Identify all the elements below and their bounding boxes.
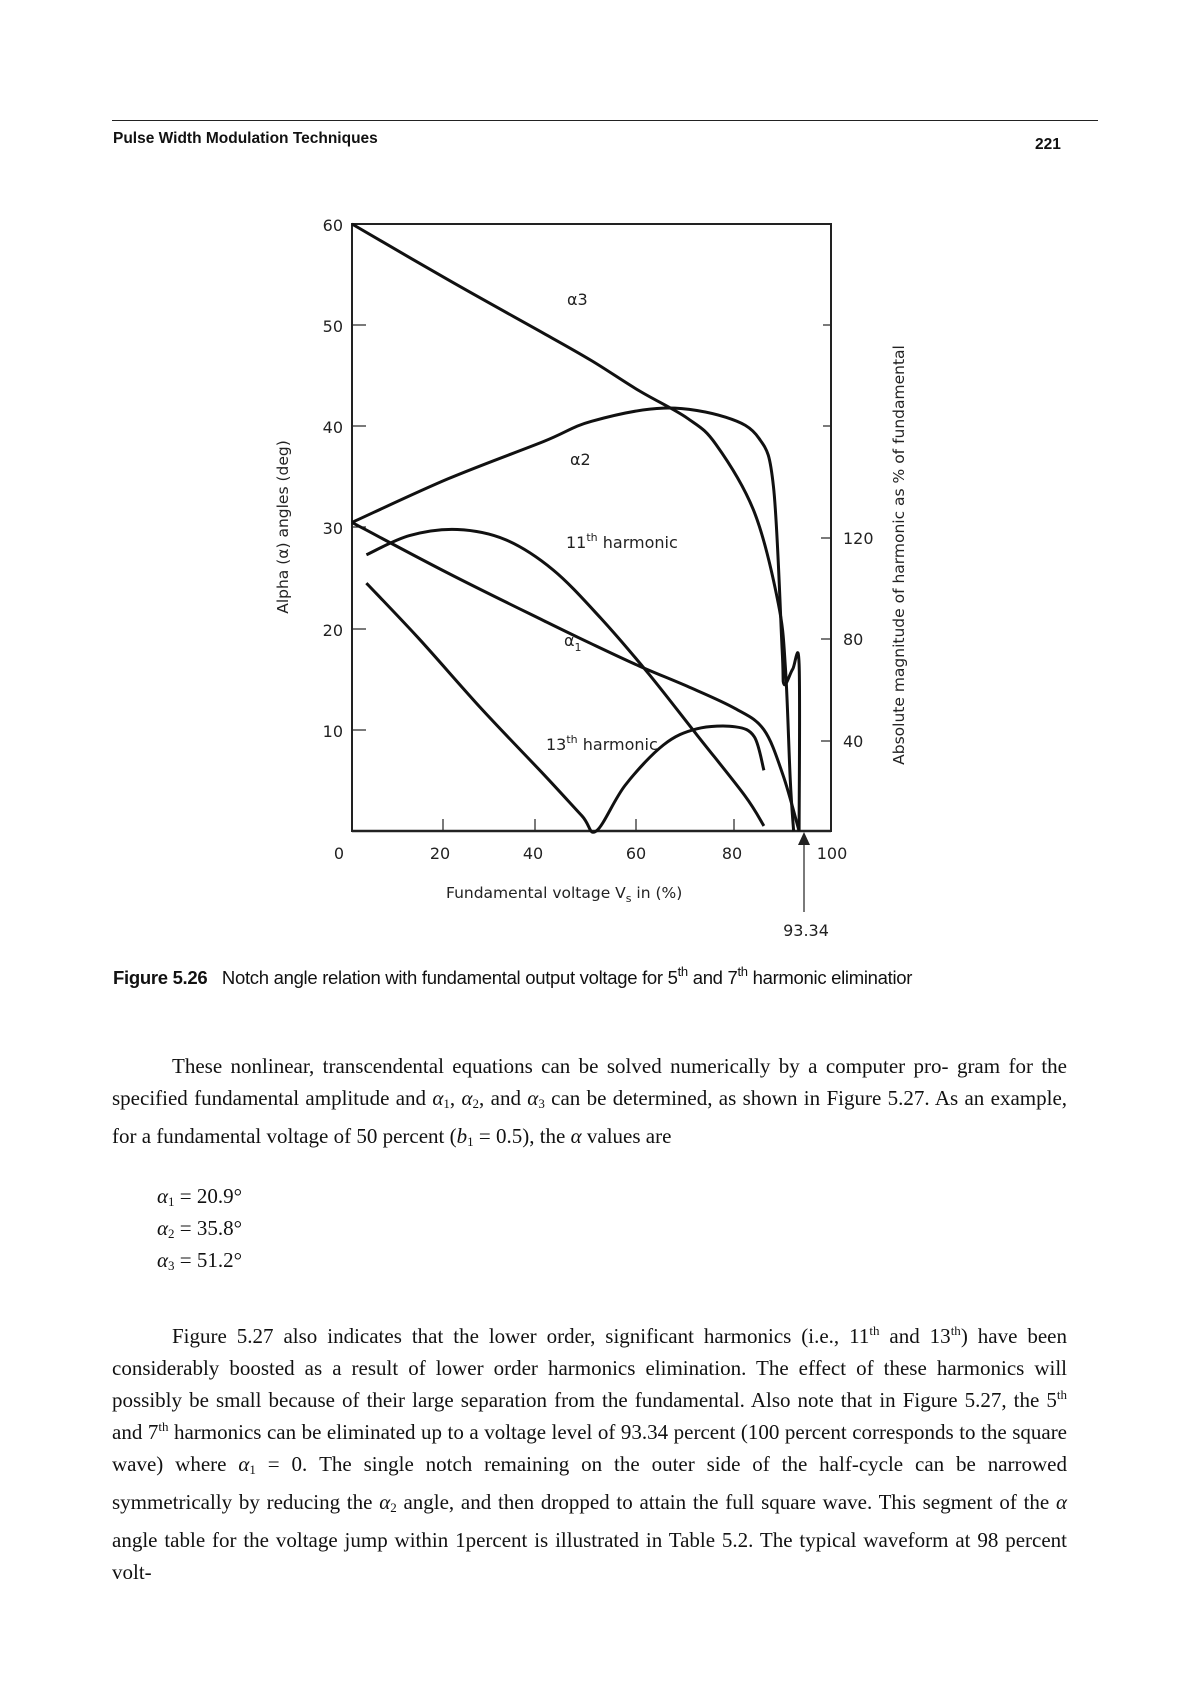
x-tick-label: 40: [522, 844, 544, 863]
y-tick-label: 20: [322, 621, 343, 640]
figure-caption: [113, 964, 1113, 989]
caption-label: Figure 5.26: [113, 967, 208, 988]
y2-axis-title: Absolute magnitude of harmonic as % of fundamental: [890, 345, 908, 765]
equation-alpha1: $\alpha_1 = 20.9^\circ$: [157, 1184, 243, 1209]
series-line-2: [352, 522, 799, 831]
label-alpha3: α3: [567, 290, 588, 309]
y-tick-label: 60: [322, 216, 343, 235]
marker-value-label: 93.34: [783, 921, 829, 940]
caption-text: Notch angle relation with fundamental output voltage for 5: [221, 967, 678, 988]
paragraph-2: Figure 5.27 also indicates that the lower order, significant harmonics (i.e., 11th and 13th) have been considerably boosted as a result of lower order harmonics elimination. The effect of these harmonics will possibly be small because of their large separation from the fundamental. Also note that in Figure 5.27, the 5th and 7th harmonics can be eliminated up to a voltage level of 93.34 percent (100 percent corresponds to the square wave) where $\alpha_1 = 0$. The single notch remaining on the outer side of the half-cycle can be narrowed symmetrically by reducing the $\alpha_2$ angle, and then dropped to attain the full square wave. This segment of the α angle table for the voltage jump within 1percent is illustrated in Table 5.2. The typical waveform at 98 percent volt-: [112, 1323, 1068, 1584]
label-13th-harmonic: 13th harmonic: [546, 733, 658, 754]
equation-block: [157, 1180, 242, 1276]
x-axis-title: Fundamental voltage $V_s$ in (%): [446, 884, 683, 905]
y2-tick-label: 120: [843, 529, 874, 548]
y-tick-label: 50: [322, 317, 343, 336]
y2-tick-label: 40: [843, 732, 864, 751]
marker-arrowhead: [798, 832, 810, 845]
equation-alpha3: $\alpha_3 = 51.2^\circ$: [157, 1248, 243, 1273]
x-tick-label: 0: [333, 844, 345, 863]
x-tick-label: 80: [721, 844, 743, 863]
y2-tick-label: 80: [843, 630, 864, 649]
y-tick-label: 40: [322, 418, 343, 437]
x-tick-label: 20: [429, 844, 451, 863]
caption-text: and 7: [687, 967, 738, 988]
caption-sup: th: [737, 964, 748, 979]
series-line-3: [366, 529, 764, 826]
x-tick-label: 100: [816, 844, 848, 863]
y-tick-label: 10: [322, 722, 343, 741]
paragraph-1: These nonlinear, transcendental equations can be solved numerically by a computer pro- gram for the specified fundamental amplitude and $\alpha_1$, $\alpha_2$, and $\alpha_3$ can be determined, as shown in Figure 5.27. As an example, for a fundamental voltage of 50 percent $(b_1 = 0.5)$, the α values are: [112, 1054, 1068, 1149]
x-tick-label: 60: [625, 844, 647, 863]
caption-text: harmonic eliminatior: [747, 967, 913, 988]
label-alpha2: α2: [570, 450, 591, 469]
caption-sup: th: [677, 964, 688, 979]
label-alpha1: $\alpha_1$: [564, 631, 582, 654]
series-line-4: [366, 583, 764, 832]
page-number: 221: [1035, 136, 1061, 153]
equation-alpha2: $\alpha_2 = 35.8^\circ$: [157, 1216, 243, 1241]
y-tick-label: 30: [322, 519, 343, 538]
running-title: Pulse Width Modulation Techniques: [113, 130, 378, 147]
y-axis-title: Alpha (α) angles (deg): [274, 440, 292, 614]
label-11th-harmonic: 11th harmonic: [566, 531, 678, 552]
